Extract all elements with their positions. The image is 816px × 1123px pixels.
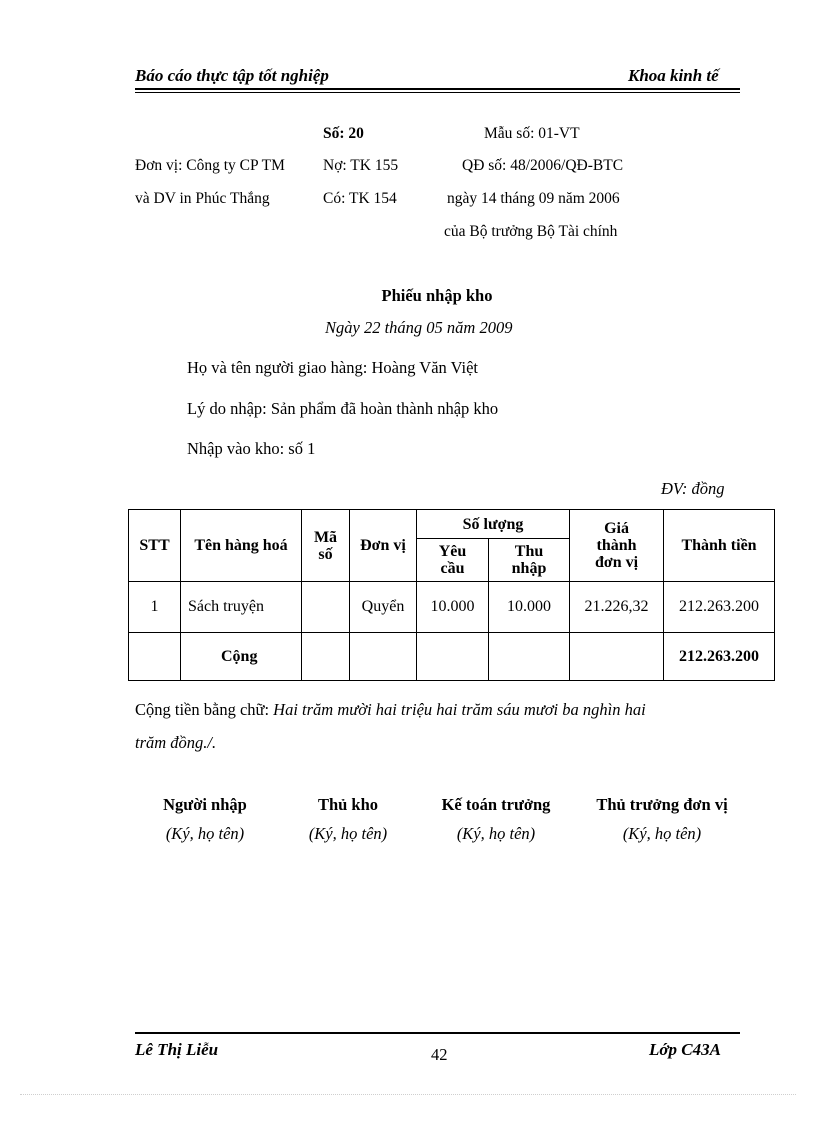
form-date: ngày 14 tháng 09 năm 2006 (447, 190, 620, 207)
col-qty: Số lượng (417, 510, 570, 539)
footer-rule (135, 1032, 740, 1034)
header-dept: Khoa kinh tế (628, 66, 719, 85)
col-stt: STT (129, 510, 181, 582)
header-rule-thin (135, 92, 740, 93)
unit-line1: Đơn vị: Công ty CP TM (135, 157, 285, 174)
signature-director: Thủ trưởng đơn vị (Ký, họ tên) (596, 795, 728, 843)
unit-note: ĐV: đồng (661, 479, 725, 498)
signature-receiver: Người nhập (Ký, họ tên) (163, 795, 247, 843)
reason-line: Lý do nhập: Sản phẩm đã hoàn thành nhập kho (187, 399, 499, 418)
cell-code (302, 582, 350, 633)
page-number: 42 (431, 1045, 448, 1064)
table-row (129, 582, 775, 633)
col-code: Mã số (302, 510, 350, 582)
voucher-debit: Nợ: TK 155 (323, 157, 399, 174)
col-name: Tên hàng hoá (181, 510, 302, 582)
cell-qty-req: 10.000 (417, 582, 489, 633)
unit-line2: và DV in Phúc Thắng (135, 190, 270, 207)
col-amount: Thành tiền (664, 510, 775, 582)
in-words-line1 (135, 700, 646, 720)
cell-qty-recv: 10.000 (489, 582, 570, 633)
form-decision: QĐ số: 48/2006/QĐ-BTC (462, 157, 624, 174)
warehouse-line: Nhập vào kho: số 1 (187, 439, 316, 458)
page-bottom-divider (20, 1094, 796, 1095)
cell-unit: Quyển (350, 582, 417, 633)
in-words-text: Hai trăm mười hai triệu hai trăm sáu mươi ba nghìn hai (273, 700, 646, 719)
total-label: Cộng (181, 633, 302, 681)
footer-class: Lớp C43A (649, 1040, 721, 1059)
doc-title: Phiếu nhập kho (381, 286, 493, 305)
col-qty-req: Yêu cầu (417, 539, 489, 582)
voucher-credit: Có: TK 154 (323, 190, 397, 207)
total-row (129, 633, 775, 681)
footer-author: Lê Thị Liễu (135, 1040, 219, 1059)
voucher-number: Số: 20 (323, 125, 364, 142)
form-code: Mẫu số: 01-VT (484, 125, 580, 142)
in-words-label: Cộng tiền bằng chữ: (135, 700, 274, 719)
col-price: Giá thành đơn vị (570, 510, 664, 582)
signature-chief-accountant: Kế toán trưởng (Ký, họ tên) (441, 795, 551, 843)
cell-stt: 1 (129, 582, 181, 633)
header-title: Báo cáo thực tập tốt nghiệp (135, 66, 329, 85)
cell-price: 21.226,32 (570, 582, 664, 633)
cell-name: Sách truyện (181, 582, 302, 633)
deliverer-line: Họ và tên người giao hàng: Hoàng Văn Việt (187, 358, 479, 377)
goods-table (128, 509, 775, 681)
col-qty-recv: Thu nhập (489, 539, 570, 582)
cell-amount: 212.263.200 (664, 582, 775, 633)
doc-date: Ngày 22 tháng 05 năm 2009 (325, 318, 513, 337)
header-rule (135, 88, 740, 90)
total-amount: 212.263.200 (664, 633, 775, 681)
form-issuer: của Bộ trưởng Bộ Tài chính (444, 223, 618, 240)
in-words-line2: trăm đồng./. (135, 733, 217, 752)
col-unit: Đơn vị (350, 510, 417, 582)
signature-storekeeper: Thủ kho (Ký, họ tên) (308, 795, 388, 843)
